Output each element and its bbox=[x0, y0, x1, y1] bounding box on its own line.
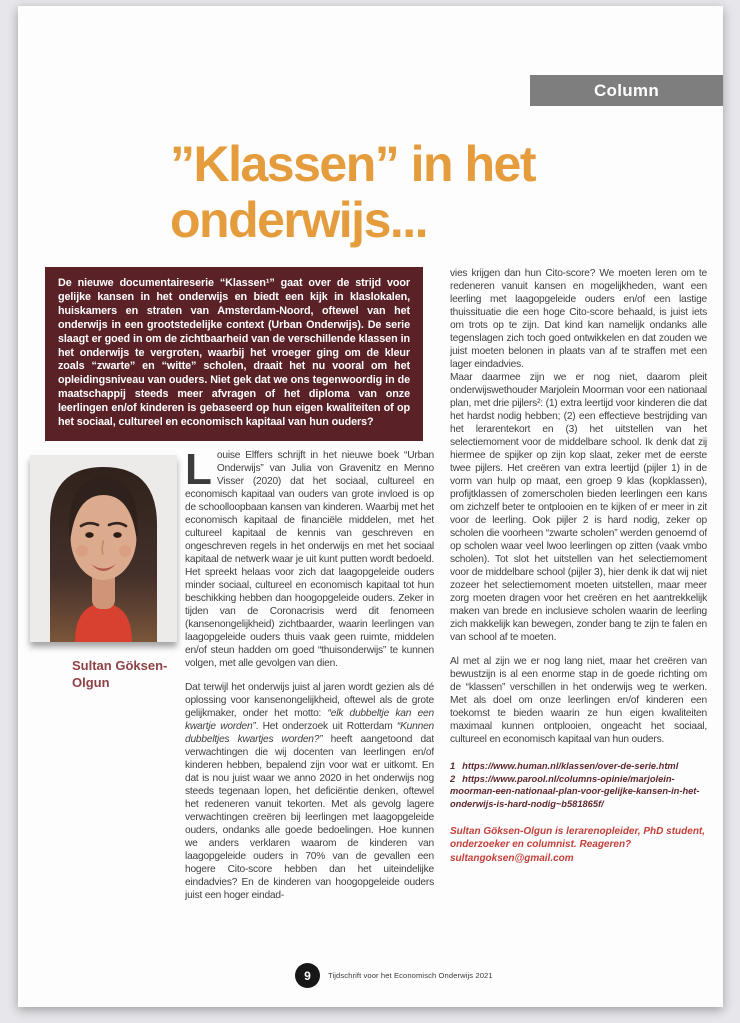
paragraph-5: Al met al zijn we er nog lang niet, maar het creëren van bewustzijn is al een enorme stap in de goede richting om de “klassen” verschillen in het onderwijs weg te werken. Met als doel om onze leerlingen en/of kinderen een toekomst te bieden waarin ze hun eigen kwaliteiten maximaal kunnen ontplooien, ongeacht het sociaal, cultureel en economisch kapitaal van hun ouders. bbox=[450, 656, 707, 745]
page-number-badge: 9 bbox=[295, 963, 320, 988]
footnotes bbox=[450, 760, 707, 810]
journal-name: Tijdschrift voor het Economisch Onderwijs 2021 bbox=[328, 971, 493, 980]
article-title bbox=[170, 136, 535, 248]
author-email: sultangoksen@gmail.com bbox=[450, 852, 574, 864]
paragraph-1 bbox=[185, 449, 434, 670]
footnote-url: https://www.parool.nl/columns-opinie/marjolein-moorman-een-nationaal-plan-voor-gelijke-kansen-in-het-onderwijs-is-hard-nodig~b581865f/ bbox=[450, 774, 700, 809]
portrait-illustration bbox=[30, 455, 177, 642]
intro-box bbox=[45, 267, 423, 441]
paragraph-3: vies krijgen dan hun Cito-score? We moeten leren om te redeneren vanuit kansen en mogelijkheden, want een leerling met laagopgeleide ouders en/of een lastige thuissituatie die een hoge Cito-score behaald, is juist iets om trots op te zijn. Dat kind kan namelijk ondanks alle tegenslagen zich toch goed ontwikkelen en dat zouden we juist moeten belonen in plaats van af te straffen met een lager eindadvies. bbox=[450, 268, 707, 370]
footnote-number: 1 bbox=[450, 761, 456, 771]
footnote-number: 2 bbox=[450, 774, 456, 785]
article-title-line2: onderwijs... bbox=[170, 192, 428, 248]
text-column-left bbox=[185, 449, 434, 1009]
drop-cap: L bbox=[185, 449, 212, 494]
paragraph-2: Dat terwijl het onderwijs juist al jaren wordt gezien als dé oplossing voor kansenongelijkheid, oftewel als de grote gelijkmaker, onder het motto: “elk dubbeltje kan een kwartje worden”. Het onderzoek uit Rotterdam “Kunnen dubbeltjes kwartjes worden?” heeft aangetoond dat verwachtingen die wij docenten van leerlingen en/of kinderen hebben, bepalend zijn voor wat er uitkomt. En dat is nou juist waar we anno 2020 in het onderwijs nog steeds tegenaan lopen, het deficiëntie denken, oftewel het redeneren vanuit tekorten. Met als gevolg lagere verwachtingen creëren bij leerlingen met laagopgeleide ouders, ondanks alle goede bedoelingen. Hoe kunnen we anders verklaren waarom de kinderen van laagopgeleide ouders in 70% van de gevallen een hogere Cito-score hebben dan het uiteindelijke eindadvies? En de kinderen van hoogopgeleide ouders juist een hoger eindad- bbox=[185, 682, 434, 901]
footnote-item bbox=[450, 773, 707, 810]
magazine-page bbox=[18, 6, 723, 1007]
photo-caption: Sultan Göksen-Olgun bbox=[72, 658, 168, 690]
article-title-line1: ”Klassen” in het bbox=[170, 136, 535, 192]
text-column-right bbox=[450, 267, 707, 1009]
paragraph-4: Maar daarmee zijn we er nog niet, daarom pleit onderwijswethouder Marjolein Moorman voor een nationaal plan, met drie pijlers²: (1) extra leertijd voor kinderen die dat het hardst nodig hebben; (2) een effectieve bestrijding van het lerarentekort en (3) het uitstellen van het selectiemoment voor de middelbare school. Ik denk dat zij hiermee de spijker op zijn kop slaat, zeker met de eerste twee pijlers. Het creëren van extra leertijd (pijler 1) in de vorm van hulp op maat, een groep 9 klas (kopklassen), profijtklassen of zomerscholen bieden leerlingen een kans om zichzelf beter te ontplooien en te kijken of er meer in zit voor de leerling. Ook pijler 2 is hard nodig, zeker op scholen die voorheen “zwarte scholen” werden genoemd of op scholen waar veel lwoo leerlingen op zitten (vaak vmbo scholen). Tot slot het uitstellen van het selectiemoment voor de middelbare school (pijler 3), hier denk ik dat wij niet zozeer het selectiemoment moeten uitstellen, maar meer zorg moeten dragen voor het creëren en het aantrekkelijk maken van brede en inclusieve scholen waarin de leerling zich makkelijk kan bewegen, zonder bang te zijn te falen en van school af te moeten. bbox=[450, 372, 707, 643]
column-banner bbox=[530, 75, 723, 106]
footnote-url: https://www.human.nl/klassen/over-de-serie.html bbox=[462, 761, 679, 771]
column-banner-label: Column bbox=[593, 80, 660, 100]
author-bio-text: Sultan Göksen-Olgun is lerarenopleider, PhD student, onderzoeker en columnist. Reageren? bbox=[450, 825, 706, 851]
footnote-item bbox=[450, 760, 707, 772]
intro-text: De nieuwe documentaireserie “Klassen¹” gaat over de strijd voor gelijke kansen in het onderwijs en biedt een kijk in klaslokalen, huiskamers en straten van Amsterdam-Noord, oftewel van het onderwijs in een grootstedelijke context (Urban Onderwijs). De serie slaagt er goed in om de zichtbaarheid van de verschillende klassen in het onderwijs te vergroten, waarbij het vroeger ging om de kleur zoals “zwarte” en “witte” scholen, draait het nu vooral om het opleidingsniveau van ouders. Niet gek dat we ons tegenwoordig in de maatschappij steeds meer afvragen of het diploma van onze leerlingen en/of kinderen is gebaseerd op hun eigen kwaliteiten of op het sociaal, cultureel en economisch kapitaal van hun ouders? bbox=[58, 277, 410, 429]
author-bio bbox=[450, 825, 707, 865]
paragraph-1-text: ouise Elffers schrijft in het nieuwe boek “Urban Onderwijs” van Julia von Gravenitz en Menno Visser (2020) dat het sociaal, cultureel en economisch kapitaal van ouders van grote invloed is op de schoolloopbaan kansen van kinderen. Waarbij met het economisch kapitaal de financiële middelen, met het cultureel kapitaal de kennis van geschreven en ongeschreven regels in het onderwijs en met het sociaal kapitaal de netwerk waar je uit kunt putten wordt bedoeld. Het spreekt helaas voor zich dat laagopgeleide ouders minder sociaal, cultureel en economisch kapitaal tot hun beschikking hebben dan hoogopgeleide ouders. Zeker in tijden van de Coronacrisis werd dit fenomeen (kansenongelijkheid) zichtbaarder, waarin leerlingen van laagopgeleide ouders thuis vaak geen ruimte, middelen en/of steun hadden om goed “thuisonderwijs” te kunnen volgen, met alle gevolgen van dien. bbox=[185, 450, 434, 669]
page-footer bbox=[295, 963, 493, 988]
author-photo bbox=[30, 455, 177, 642]
